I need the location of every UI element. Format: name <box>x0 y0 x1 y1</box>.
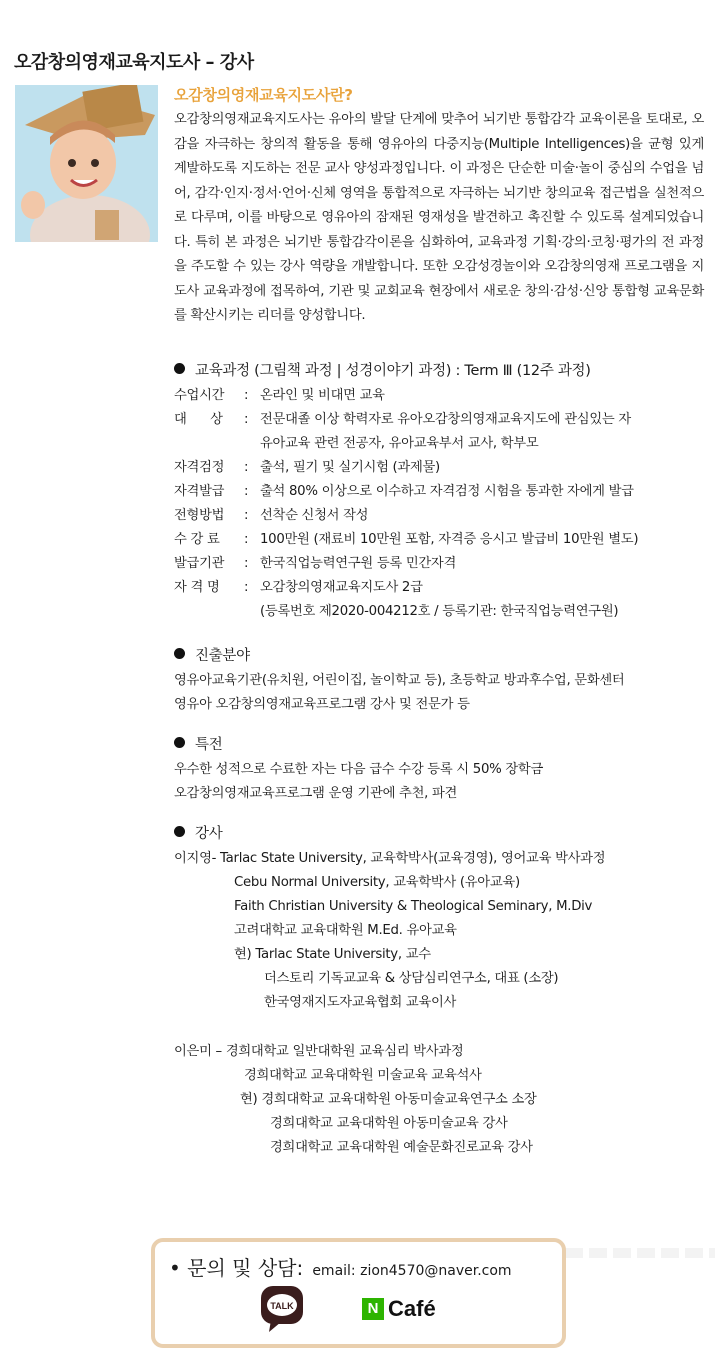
instructor-line: 이지영- Tarlac State University, 교육학박사(교육경영), 영어교육 박사과정 <box>174 851 606 866</box>
instructor-line: 경희대학교 교육대학원 아동미술교육 강사 <box>270 1116 508 1131</box>
career-line: 영유아 오감창의영재교육프로그램 강사 및 전문가 등 <box>174 697 470 712</box>
instructor-line: 한국영재지도자교육협회 교육이사 <box>264 995 457 1010</box>
course-row <box>174 552 638 576</box>
intro-heading: 오감창의영재교육지도사란? <box>174 86 353 104</box>
course-row-label <box>174 600 244 624</box>
course-row <box>174 408 638 432</box>
contact-label: • 문의 및 상담: <box>169 1256 304 1280</box>
instructor-line: Faith Christian University & Theological Seminary, M.Div <box>234 899 593 914</box>
course-row-colon: : <box>244 508 249 523</box>
course-row-colon <box>244 432 260 456</box>
benefit-section <box>174 733 543 806</box>
course-row <box>174 480 638 504</box>
career-heading: 진출분야 <box>195 648 250 664</box>
cafe-label: Café <box>388 1296 436 1321</box>
naver-cafe-icon[interactable] <box>362 1296 436 1322</box>
benefit-line: 우수한 성적으로 수료한 자는 다음 급수 수강 등록 시 50% 장학금 <box>174 762 543 777</box>
contact-email[interactable]: email: zion4570@naver.com <box>312 1263 512 1279</box>
course-row-value: 출석, 필기 및 실기시험 (과제물) <box>260 460 440 475</box>
bullet-icon <box>174 737 185 748</box>
course-row-colon: : <box>244 556 249 571</box>
course-row <box>174 384 638 408</box>
instructor-2 <box>174 1040 605 1160</box>
course-row-label: 자 격 명 <box>174 580 220 595</box>
instructor-line: 현) 경희대학교 교육대학원 아동미술교육연구소 소장 <box>240 1092 537 1107</box>
instructor-line: Cebu Normal University, 교육학박사 (유아교육) <box>234 875 520 890</box>
course-row-value: 유아교육 관련 전공자, 유아교육부서 교사, 학부모 <box>260 436 539 451</box>
course-row <box>174 600 638 624</box>
course-row-value: 전문대졸 이상 학력자로 유아오감창의영재교육지도에 관심있는 자 <box>260 412 631 427</box>
page-title: 오감창의영재교육지도사 – 강사 <box>14 52 254 73</box>
benefit-line: 오감창의영재교육프로그램 운영 기관에 추천, 파견 <box>174 786 458 801</box>
course-row <box>174 504 638 528</box>
course-row-label: 발급기관 <box>174 556 225 571</box>
course-row <box>174 576 638 600</box>
course-row <box>174 528 638 552</box>
course-row-value: 오감창의영재교육지도사 2급 <box>260 580 423 595</box>
course-row-label: 대 상 <box>174 412 223 427</box>
course-row-value: 한국직업능력연구원 등록 민간자격 <box>260 556 457 571</box>
course-row-colon: : <box>244 388 249 403</box>
course-heading-row <box>174 359 638 380</box>
instructor-heading: 강사 <box>195 826 223 842</box>
kakaotalk-icon[interactable] <box>259 1284 305 1334</box>
course-row-colon <box>244 600 260 624</box>
child-photo <box>15 85 158 242</box>
course-row-label: 자격검정 <box>174 460 225 475</box>
course-row <box>174 432 638 456</box>
course-row-label <box>174 432 244 456</box>
course-row-label: 자격발급 <box>174 484 225 499</box>
contact-box <box>151 1238 566 1348</box>
course-row-label: 수 강 료 <box>174 532 220 547</box>
instructor-1 <box>174 847 605 1015</box>
course-heading: 교육과정 (그림책 과정 | 성경이야기 과정) : Term Ⅲ (12주 과정) <box>195 363 591 379</box>
course-row-value: 선착순 신청서 작성 <box>260 508 369 523</box>
instructor-line: 이은미 – 경희대학교 일반대학원 교육심리 박사과정 <box>174 1044 464 1059</box>
course-row-value: (등록번호 제2020-004212호 / 등록기관: 한국직업능력연구원) <box>260 604 619 619</box>
course-row-colon: : <box>244 412 249 427</box>
talk-text: TALK <box>270 1301 294 1311</box>
course-row-colon: : <box>244 532 249 547</box>
course-row-value: 출석 80% 이상으로 이수하고 자격검정 시험을 통과한 자에게 발급 <box>260 484 634 499</box>
bullet-icon <box>174 363 185 374</box>
career-section <box>174 644 624 717</box>
child-illustration <box>15 85 158 242</box>
instructor-line: 더스토리 기독교교육 & 상담심리연구소, 대표 (소장) <box>264 971 559 986</box>
decorative-stripe <box>565 1248 715 1258</box>
course-row-colon: : <box>244 580 249 595</box>
course-row <box>174 456 638 480</box>
instructor-section <box>174 822 605 1160</box>
bullet-icon <box>174 826 185 837</box>
course-row-value: 온라인 및 비대면 교육 <box>260 388 385 403</box>
instructor-line: 고려대학교 교육대학원 M.Ed. 유아교육 <box>234 923 457 938</box>
course-row-colon: : <box>244 460 249 475</box>
instructor-line: 현) Tarlac State University, 교수 <box>234 947 431 962</box>
course-details <box>174 384 638 624</box>
intro-body: 오감창의영재교육지도사는 유아의 발달 단계에 맞추어 뇌기반 통합감각 교육이론을 토대로, 오감을 자극하는 창의적 활동을 통해 영유아의 다중지능(Multiple Intelligences)을 균형 있게 계발하도록 지도하는 전문 교사 양성과정입니다. 이 과정은 단순한 미술·놀이 중심의 수업을 넘어, 감각·인지·정서·언어·신체 영역을 통합적으로 자극하는 뇌기반 창의교육 접근법을 실천적으로 다루며, 이를 바탕으로 영유아의 잠재된 영재성을 발견하고 촉진할 수 있도록 설계되었습니다. 특히 본 과정은 뇌기반 통합감각이론을 심화하여, 교육과정 기획·강의·코칭·평가의 전 과정을 주도할 수 있는 강사 역량을 개발합니다. 또한 오감성경놀이와 오감창의영재 프로그램을 지도사 교육과정에 접목하여, 기관 및 교회교육 현장에서 새로운 창의·감성·신앙 통합형 교육문화를 확산시키는 리더를 양성합니다. <box>174 112 704 323</box>
naver-n-icon: N <box>362 1298 384 1320</box>
instructor-line: 경희대학교 교육대학원 미술교육 교육석사 <box>244 1068 482 1083</box>
benefit-heading: 특전 <box>195 737 223 753</box>
course-row-label: 수업시간 <box>174 388 225 403</box>
course-row-colon: : <box>244 484 249 499</box>
intro-section <box>174 84 704 329</box>
course-row-value: 100만원 (재료비 10만원 포함, 자격증 응시고 발급비 10만원 별도) <box>260 532 639 547</box>
instructor-line: 경희대학교 교육대학원 예술문화진로교육 강사 <box>270 1140 533 1155</box>
career-line: 영유아교육기관(유치원, 어린이집, 놀이학교 등), 초등학교 방과후수업, 문화센터 <box>174 673 625 688</box>
course-section <box>174 359 638 624</box>
bullet-icon <box>174 648 185 659</box>
course-row-label: 전형방법 <box>174 508 225 523</box>
